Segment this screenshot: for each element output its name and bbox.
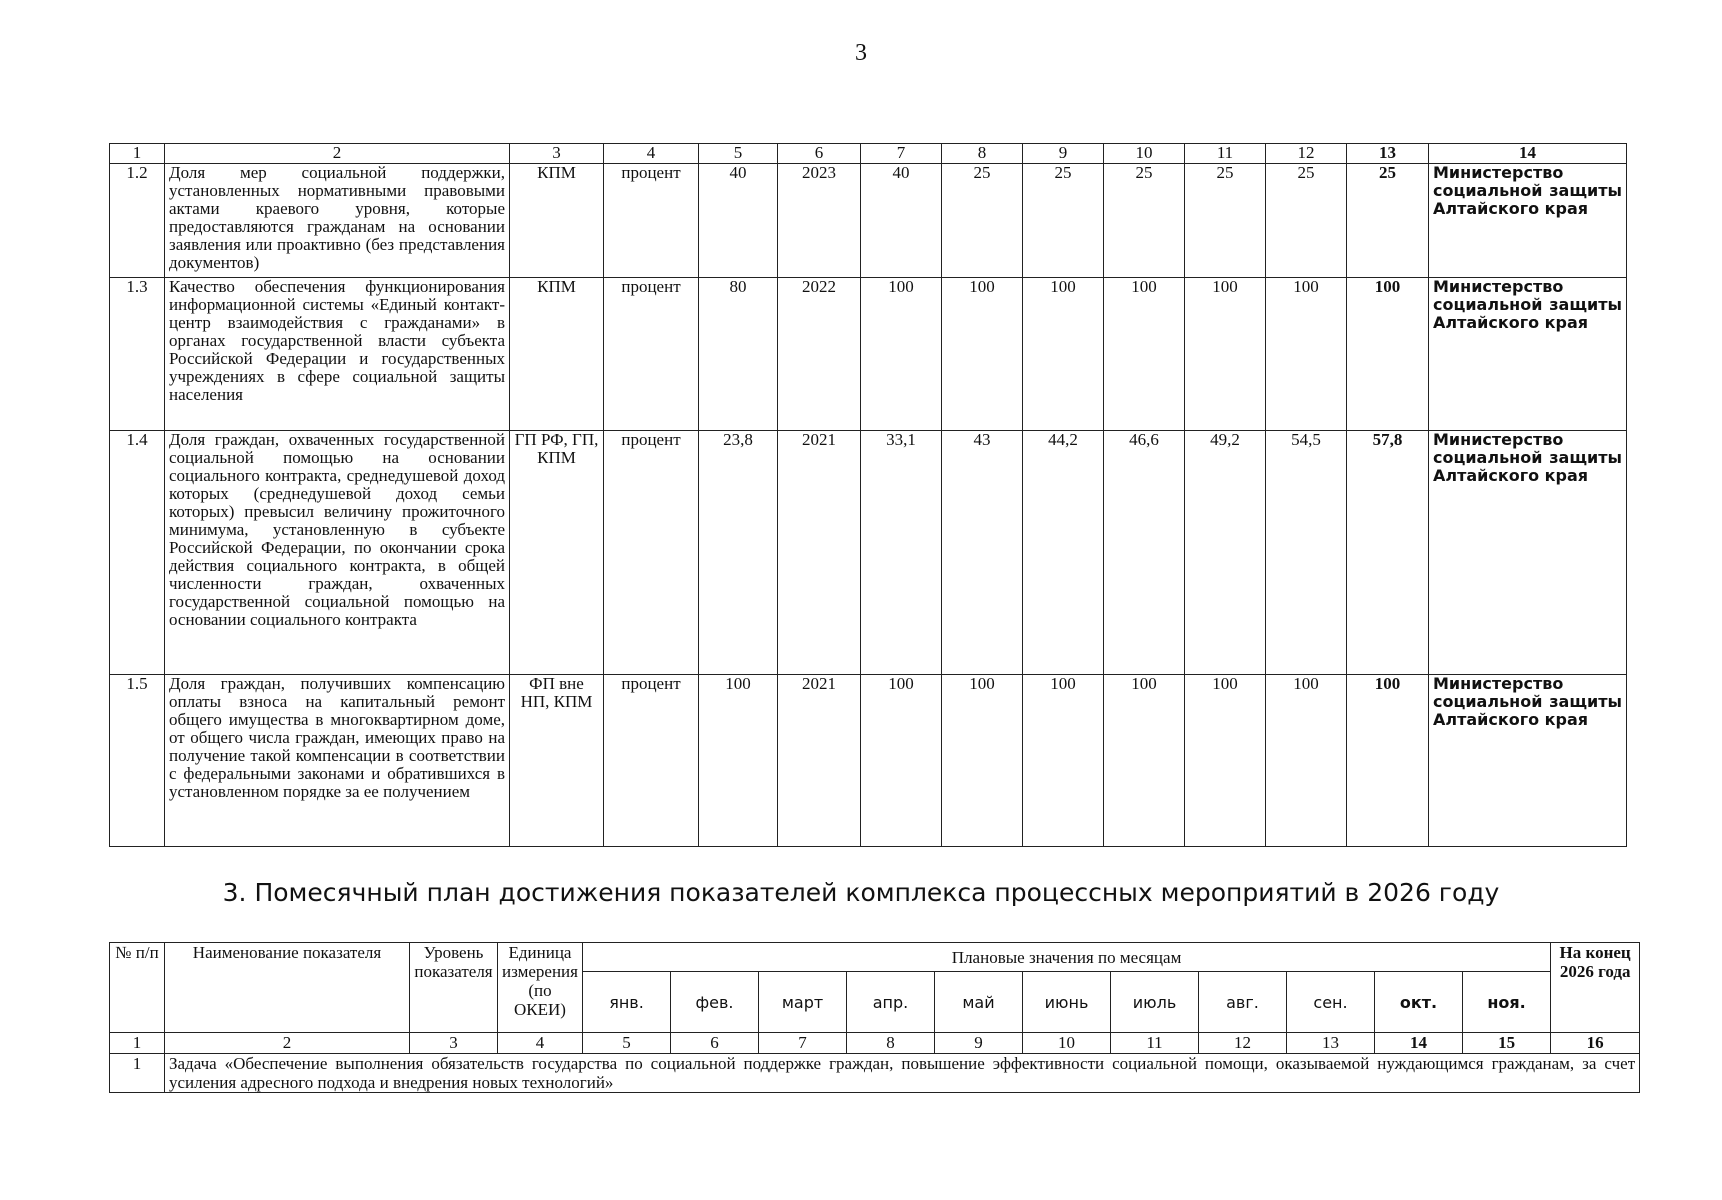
- month-header: окт.: [1375, 972, 1463, 1033]
- month-header: июль: [1111, 972, 1199, 1033]
- header-cell: 7: [861, 144, 942, 164]
- header-row: [110, 144, 1627, 164]
- table-row: [110, 278, 1627, 431]
- base-year: 2022: [778, 278, 861, 431]
- value-cell: 33,1: [861, 431, 942, 675]
- base-value: 100: [699, 675, 778, 847]
- responsible-org: Министерство социальной защиты Алтайского края: [1429, 164, 1627, 278]
- indicator-level: ГП РФ, ГП, КПМ: [510, 431, 604, 675]
- section-title: 3. Помесячный план достижения показателей комплекса процессных мероприятий в 2026 году: [222, 878, 1500, 907]
- base-year: 2021: [778, 431, 861, 675]
- month-header: сен.: [1287, 972, 1375, 1033]
- column-number: 1: [110, 1033, 165, 1054]
- value-cell: 100: [1104, 675, 1185, 847]
- responsible-org: Министерство социальной защиты Алтайского края: [1429, 278, 1627, 431]
- value-cell: 100: [1347, 675, 1429, 847]
- month-header: янв.: [583, 972, 671, 1033]
- value-cell: 25: [1266, 164, 1347, 278]
- column-number: 9: [935, 1033, 1023, 1054]
- base-year: 2023: [778, 164, 861, 278]
- responsible-org: Министерство социальной защиты Алтайского края: [1429, 431, 1627, 675]
- column-number: 12: [1199, 1033, 1287, 1054]
- header-cell: 6: [778, 144, 861, 164]
- value-cell: 100: [1023, 675, 1104, 847]
- base-year: 2021: [778, 675, 861, 847]
- row-number: 1.5: [110, 675, 165, 847]
- indicator-name: Доля граждан, получивших компенсацию оплаты взноса на капитальный ремонт общего имущества в многоквартирном доме, от общего числа граждан, имеющих право на получение такой компенсации в соответствии с федеральными законами и обратившихся в установленном порядке за ее получением: [165, 675, 510, 847]
- month-header: авг.: [1199, 972, 1287, 1033]
- month-header: май: [935, 972, 1023, 1033]
- indicator-level: КПМ: [510, 278, 604, 431]
- month-header: ноя.: [1463, 972, 1551, 1033]
- col-num-header: № п/п: [110, 943, 165, 1033]
- value-cell: 100: [1266, 675, 1347, 847]
- task-text: Задача «Обеспечение выполнения обязательств государства по социальной поддержке граждан, повышение эффективности социальной помощи, оказываемой нуждающимся гражданам, за счет усиления адресного подхода и внедрения новых технологий»: [165, 1054, 1640, 1093]
- base-value: 23,8: [699, 431, 778, 675]
- header-cell: 10: [1104, 144, 1185, 164]
- column-number: 5: [583, 1033, 671, 1054]
- value-cell: 100: [1185, 278, 1266, 431]
- month-header: март: [759, 972, 847, 1033]
- col-unit-header: Единица измерения (по ОКЕИ): [498, 943, 583, 1033]
- value-cell: 25: [1347, 164, 1429, 278]
- column-number: 13: [1287, 1033, 1375, 1054]
- row-number: 1.2: [110, 164, 165, 278]
- header-cell: 3: [510, 144, 604, 164]
- table-row: [110, 675, 1627, 847]
- value-cell: 100: [942, 675, 1023, 847]
- task-number: 1: [110, 1054, 165, 1093]
- value-cell: 44,2: [1023, 431, 1104, 675]
- value-cell: 25: [942, 164, 1023, 278]
- value-cell: 54,5: [1266, 431, 1347, 675]
- col-end-header: На конец 2026 года: [1551, 943, 1640, 1033]
- value-cell: 100: [942, 278, 1023, 431]
- month-header: апр.: [847, 972, 935, 1033]
- value-cell: 100: [861, 675, 942, 847]
- header-cell: 2: [165, 144, 510, 164]
- value-cell: 25: [1023, 164, 1104, 278]
- page-number: 3: [855, 40, 867, 66]
- indicator-level: КПМ: [510, 164, 604, 278]
- header-cell: 14: [1429, 144, 1627, 164]
- column-number: 11: [1111, 1033, 1199, 1054]
- indicator-level: ФП вне НП, КПМ: [510, 675, 604, 847]
- header-cell: 12: [1266, 144, 1347, 164]
- header-cell: 1: [110, 144, 165, 164]
- col-name-header: Наименование показателя: [165, 943, 410, 1033]
- task-row: [110, 1054, 1640, 1093]
- column-number: 2: [165, 1033, 410, 1054]
- indicator-name: Доля мер социальной поддержки, установленных нормативными правовыми актами краевого уровня, которые предоставляются гражданам на основании заявления или проактивно (без представления документов): [165, 164, 510, 278]
- indicator-unit: процент: [604, 675, 699, 847]
- base-value: 80: [699, 278, 778, 431]
- table-row: [110, 164, 1627, 278]
- value-cell: 100: [861, 278, 942, 431]
- value-cell: 100: [1023, 278, 1104, 431]
- column-number: 14: [1375, 1033, 1463, 1054]
- column-number: 16: [1551, 1033, 1640, 1054]
- header-cell: 11: [1185, 144, 1266, 164]
- column-number: 3: [410, 1033, 498, 1054]
- indicator-name: Качество обеспечения функционирования информационной системы «Единый контакт-центр взаимодействия с гражданами» в органах государственной власти субъекта Российской Федерации и государственных учреждениях в сфере социальной защиты населения: [165, 278, 510, 431]
- responsible-org: Министерство социальной защиты Алтайского края: [1429, 675, 1627, 847]
- value-cell: 49,2: [1185, 431, 1266, 675]
- header-row: [110, 943, 1640, 972]
- value-cell: 25: [1104, 164, 1185, 278]
- column-number: 8: [847, 1033, 935, 1054]
- base-value: 40: [699, 164, 778, 278]
- value-cell: 46,6: [1104, 431, 1185, 675]
- value-cell: 100: [1185, 675, 1266, 847]
- value-cell: 100: [1104, 278, 1185, 431]
- indicator-unit: процент: [604, 164, 699, 278]
- column-number: 10: [1023, 1033, 1111, 1054]
- row-number: 1.3: [110, 278, 165, 431]
- header-cell: 5: [699, 144, 778, 164]
- value-cell: 25: [1185, 164, 1266, 278]
- month-header: июнь: [1023, 972, 1111, 1033]
- col-plan-header: Плановые значения по месяцам: [583, 943, 1551, 972]
- value-cell: 57,8: [1347, 431, 1429, 675]
- header-cell: 8: [942, 144, 1023, 164]
- indicators-table: [109, 143, 1627, 847]
- header-cell: 9: [1023, 144, 1104, 164]
- header-cell: 4: [604, 144, 699, 164]
- row-number: 1.4: [110, 431, 165, 675]
- value-cell: 40: [861, 164, 942, 278]
- column-number: 6: [671, 1033, 759, 1054]
- month-header: фев.: [671, 972, 759, 1033]
- indicator-unit: процент: [604, 431, 699, 675]
- value-cell: 100: [1266, 278, 1347, 431]
- column-number: 4: [498, 1033, 583, 1054]
- value-cell: 43: [942, 431, 1023, 675]
- indicator-name: Доля граждан, охваченных государственной социальной помощью на основании социального контракта, среднедушевой доход которых (среднедушевой доход семьи которых) превысил величину прожиточного минимума, установленную в субъекте Российской Федерации, по окончании срока действия социального контракта, в общей численности граждан, охваченных государственной социальной помощью на основании социального контракта: [165, 431, 510, 675]
- column-number: 15: [1463, 1033, 1551, 1054]
- monthly-plan-table: [109, 942, 1640, 1093]
- indicator-unit: процент: [604, 278, 699, 431]
- column-number-row: [110, 1033, 1640, 1054]
- header-cell: 13: [1347, 144, 1429, 164]
- col-level-header: Уровень показателя: [410, 943, 498, 1033]
- table-row: [110, 431, 1627, 675]
- column-number: 7: [759, 1033, 847, 1054]
- value-cell: 100: [1347, 278, 1429, 431]
